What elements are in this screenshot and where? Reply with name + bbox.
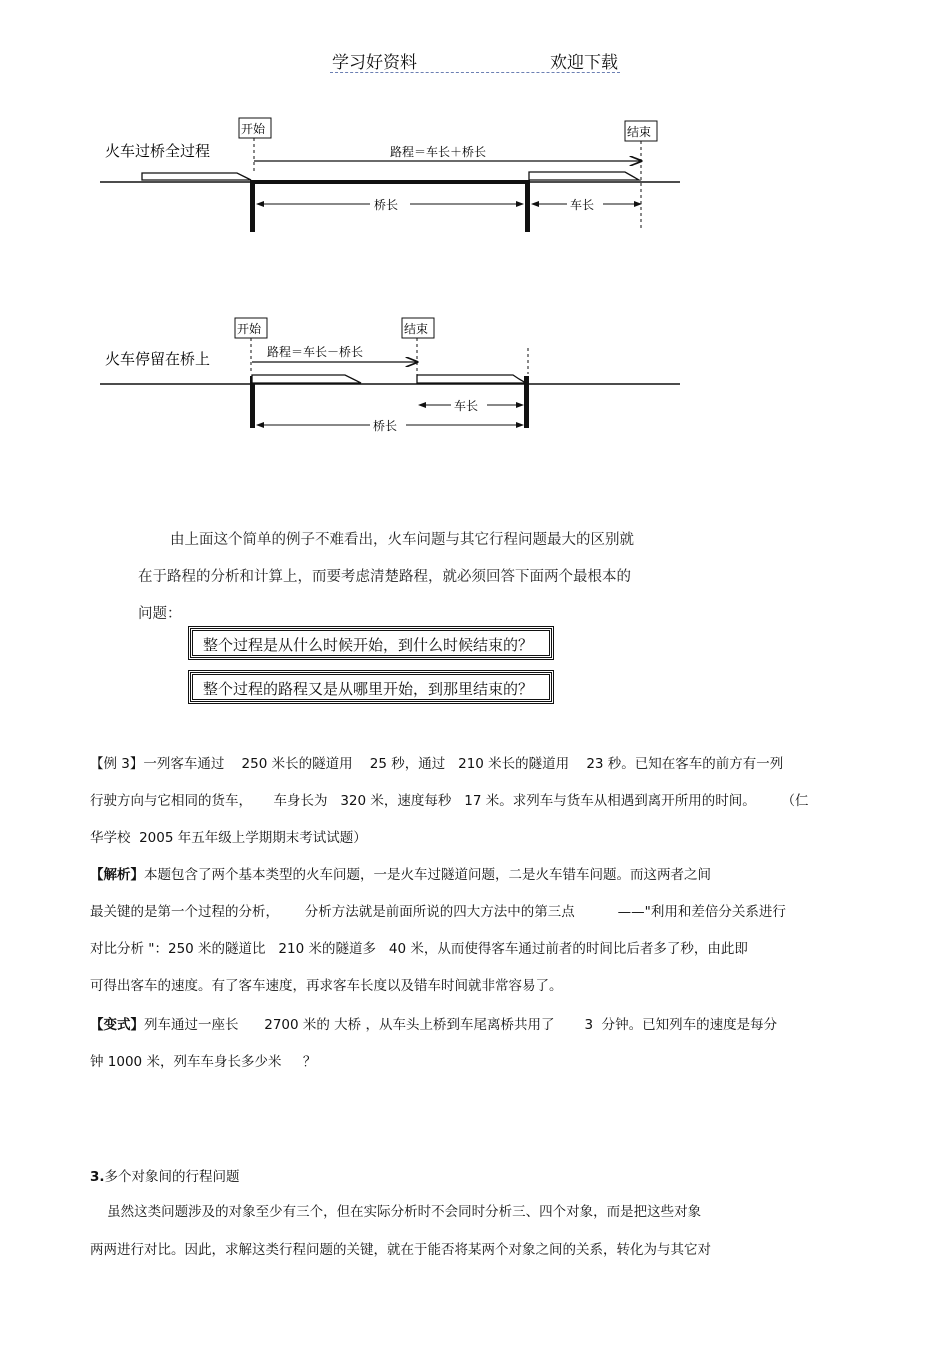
diagram1-start-label: 开始 xyxy=(241,122,266,136)
analysis-line-3: 对比分析 "：250 米的隧道比 210 米的隧道多 40 米，从而使得客车通过前者的时间比后者多了秒，由此即 xyxy=(90,941,748,957)
diagram2-bridge-right-pier xyxy=(524,376,529,428)
diagram2-bridge-label: 桥长 xyxy=(373,419,398,433)
diagram1-bridge-label: 桥长 xyxy=(374,198,399,212)
variant-line-1 xyxy=(90,1013,777,1033)
diagram2-start-label: 开始 xyxy=(237,322,262,336)
analysis-line-1-text: 本题包含了两个基本类型的火车问题，一是火车过隧道问题，二是火车错车问题。而这两者之间 xyxy=(144,867,711,883)
diagram1-bridge-left-pier xyxy=(250,180,255,232)
analysis-line-4: 可得出客车的速度。有了客车速度，再求客车长度以及错车时间就非常容易了。 xyxy=(90,978,563,994)
diagram1-train-after xyxy=(529,172,639,180)
section3-title: 多个对象间的行程问题 xyxy=(104,1169,240,1185)
analysis-line-1 xyxy=(90,863,711,883)
header-right-text: 欢迎下载 xyxy=(550,53,618,73)
intro-line-3: 问题： xyxy=(138,606,182,622)
diagram2-train-label: 车长 xyxy=(454,399,479,413)
diagram1-train-before xyxy=(142,173,251,180)
diagram-train-crossing-bridge xyxy=(95,110,695,240)
intro-line-2: 在于路程的分析和计算上，而要考虑清楚路程，就必须回答下面两个最根本的 xyxy=(138,569,631,585)
diagram2-title: 火车停留在桥上 xyxy=(105,350,211,368)
example3-line-2: 行驶方向与它相同的货车， 车身长为 320 米，速度每秒 17 米。求列车与货车从相遇到离开所用的时间。 （仁 xyxy=(90,793,809,809)
analysis-line-2: 最关键的是第一个过程的分析， 分析方法就是前面所说的四大方法中的第三点 ——"利用和差倍分关系进行 xyxy=(90,904,786,920)
variant-label: 【变式】 xyxy=(90,1017,144,1033)
diagram2-train-end xyxy=(417,375,526,383)
diagram1-bridge-deck xyxy=(252,180,527,184)
section3-number: 3. xyxy=(90,1169,105,1185)
diagram1-bridge-right-pier xyxy=(525,180,530,232)
diagram1-end-label: 结束 xyxy=(627,125,652,139)
diagram2-train-start xyxy=(252,375,361,383)
variant-line-2: 钟 1000 米，列车车身长多少米 ？ xyxy=(90,1054,317,1070)
intro-line-1: 由上面这个简单的例子不难看出，火车问题与其它行程问题最大的区别就 xyxy=(170,532,634,548)
section3-line-2: 两两进行对比。因此，求解这类行程问题的关键，就在于能否将某两个对象之间的关系，转化为与其它对 xyxy=(90,1242,711,1258)
page-header xyxy=(330,46,620,73)
question-box-1: 整个过程是从什么时候开始，到什么时候结束的？ xyxy=(190,628,552,658)
diagram2-bridge-left-pier xyxy=(250,376,255,428)
diagram-train-staying-on-bridge xyxy=(95,312,695,437)
variant-line-1-text: 列车通过一座长 2700 米的 大桥 ，从车头上桥到车尾离桥共用了 3 分钟。已知列车的速度是每分 xyxy=(144,1017,778,1033)
section3-heading xyxy=(90,1165,240,1185)
question-box-2: 整个过程的路程又是从哪里开始，到那里结束的？ xyxy=(190,672,552,702)
diagram2-end-label: 结束 xyxy=(404,322,429,336)
section3-line-1: 虽然这类问题涉及的对象至少有三个，但在实际分析时不会同时分析三、四个对象，而是把这些对象 xyxy=(90,1204,702,1220)
analysis-label: 【解析】 xyxy=(90,867,144,883)
diagram1-train-label: 车长 xyxy=(570,198,595,212)
diagram1-route-label: 路程＝车长＋桥长 xyxy=(390,145,487,159)
diagram2-route-label: 路程＝车长－桥长 xyxy=(267,345,364,359)
example3-line-1: 【例 3】一列客车通过 250 米长的隧道用 25 秒，通过 210 米长的隧道用 23 秒。已知在客车的前方有一列 xyxy=(90,756,784,772)
diagram1-title: 火车过桥全过程 xyxy=(105,142,211,160)
header-left-text: 学习好资料 xyxy=(332,53,417,73)
example3-line-3: 华学校 2005 年五年级上学期期末考试试题） xyxy=(90,830,367,846)
